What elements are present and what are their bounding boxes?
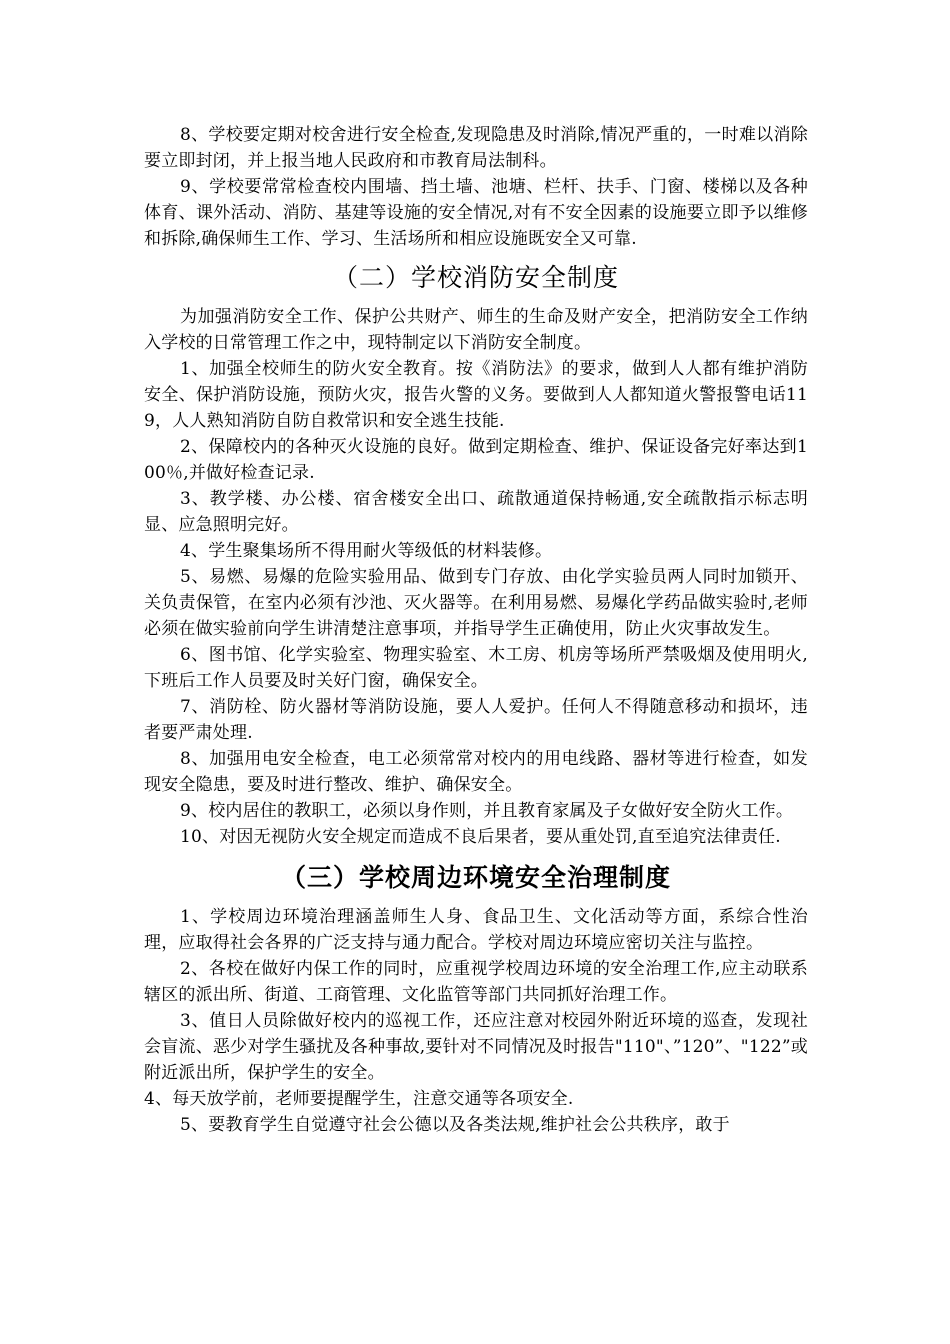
paragraph-school-inspection: 8、学校要定期对校舍进行安全检查,发现隐患及时消除,情况严重的，一时难以消除要立即封闭，并上报当地人民政府和市教育局法制科。 [144, 125, 808, 171]
fire-rule-6: 6、图书馆、化学实验室、物理实验室、木工房、机房等场所严禁吸烟及使用明火,下班后工作人员要及时关好门窗，确保安全。 [144, 645, 808, 691]
fire-rule-2: 2、保障校内的各种灭火设施的良好。做到定期检查、维护、保证设备完好率达到100％,并做好检查记录. [144, 437, 808, 483]
environment-rule-2: 2、各校在做好内保工作的同时，应重视学校周边环境的安全治理工作,应主动联系辖区的派出所、街道、工商管理、文化监管等部门共同抓好治理工作。 [144, 959, 808, 1005]
fire-rule-1: 1、加强全校师生的防火安全教育。按《消防法》的要求，做到人人都有维护消防安全、保护消防设施，预防火灾，报告火警的义务。要做到人人都知道火警报警电话119，人人熟知消防自防自救常识和安全逃生技能. [144, 359, 808, 431]
environment-rule-3: 3、值日人员除做好校内的巡视工作，还应注意对校园外附近环境的巡查，发现社会盲流、恶少对学生骚扰及各种事故,要针对不同情况及时报告"110"、”120”、"122”或附近派出所，保护学生的安全。 [144, 1011, 808, 1083]
fire-rule-5: 5、易燃、易爆的危险实验用品、做到专门存放、由化学实验员两人同时加锁开、关负责保管，在室内必须有沙池、灭火器等。在利用易燃、易爆化学药品做实验时,老师必须在做实验前向学生讲清楚注意事项，并指导学生正确使用，防止火灾事故发生。 [144, 567, 808, 639]
fire-rule-9: 9、校内居住的教职工，必须以身作则，并且教育家属及子女做好安全防火工作。 [180, 801, 794, 821]
environment-rule-5: 5、要教育学生自觉遵守社会公德以及各类法规,维护社会公共秩序，敢于 [180, 1115, 730, 1135]
fire-rule-10: 10、对因无视防火安全规定而造成不良后果者，要从重处罚,直至追究法律责任. [180, 827, 781, 847]
fire-rule-4: 4、学生聚集场所不得用耐火等级低的材料装修。 [180, 541, 553, 561]
environment-rule-4: 4、每天放学前，老师要提醒学生，注意交通等各项安全. [144, 1089, 574, 1109]
environment-rule-1: 1、学校周边环境治理涵盖师生人身、食品卫生、文化活动等方面，系综合性治理，应取得社会各界的广泛支持与通力配合。学校对周边环境应密切关注与监控。 [144, 907, 808, 953]
document-body [144, 122, 808, 1138]
paragraph-fire-intro: 为加强消防安全工作、保护公共财产、师生的生命及财产安全，把消防安全工作纳入学校的日常管理工作之中，现特制定以下消防安全制度。 [144, 307, 808, 353]
section-title-fire-safety: （二）学校消防安全制度 [332, 263, 619, 292]
fire-rule-3: 3、教学楼、办公楼、宿舍楼安全出口、疏散通道保持畅通,安全疏散指示标志明显、应急照明完好。 [144, 489, 808, 535]
section-title-environment-safety: （三）学校周边环境安全治理制度 [280, 863, 671, 892]
fire-rule-8: 8、加强用电安全检查，电工必须常常对校内的用电线路、器材等进行检查，如发现安全隐患，要及时进行整改、维护、确保安全。 [144, 749, 808, 795]
paragraph-facility-check: 9、学校要常常检查校内围墙、挡土墙、池塘、栏杆、扶手、门窗、楼梯以及各种体育、课外活动、消防、基建等设施的安全情况,对有不安全因素的设施要立即予以维修和拆除,确保师生工作、学习、生活场所和相应设施既安全又可靠. [144, 177, 808, 249]
fire-rule-7: 7、消防栓、防火器材等消防设施，要人人爱护。任何人不得随意移动和损坏，违者要严肃处理. [144, 697, 808, 743]
